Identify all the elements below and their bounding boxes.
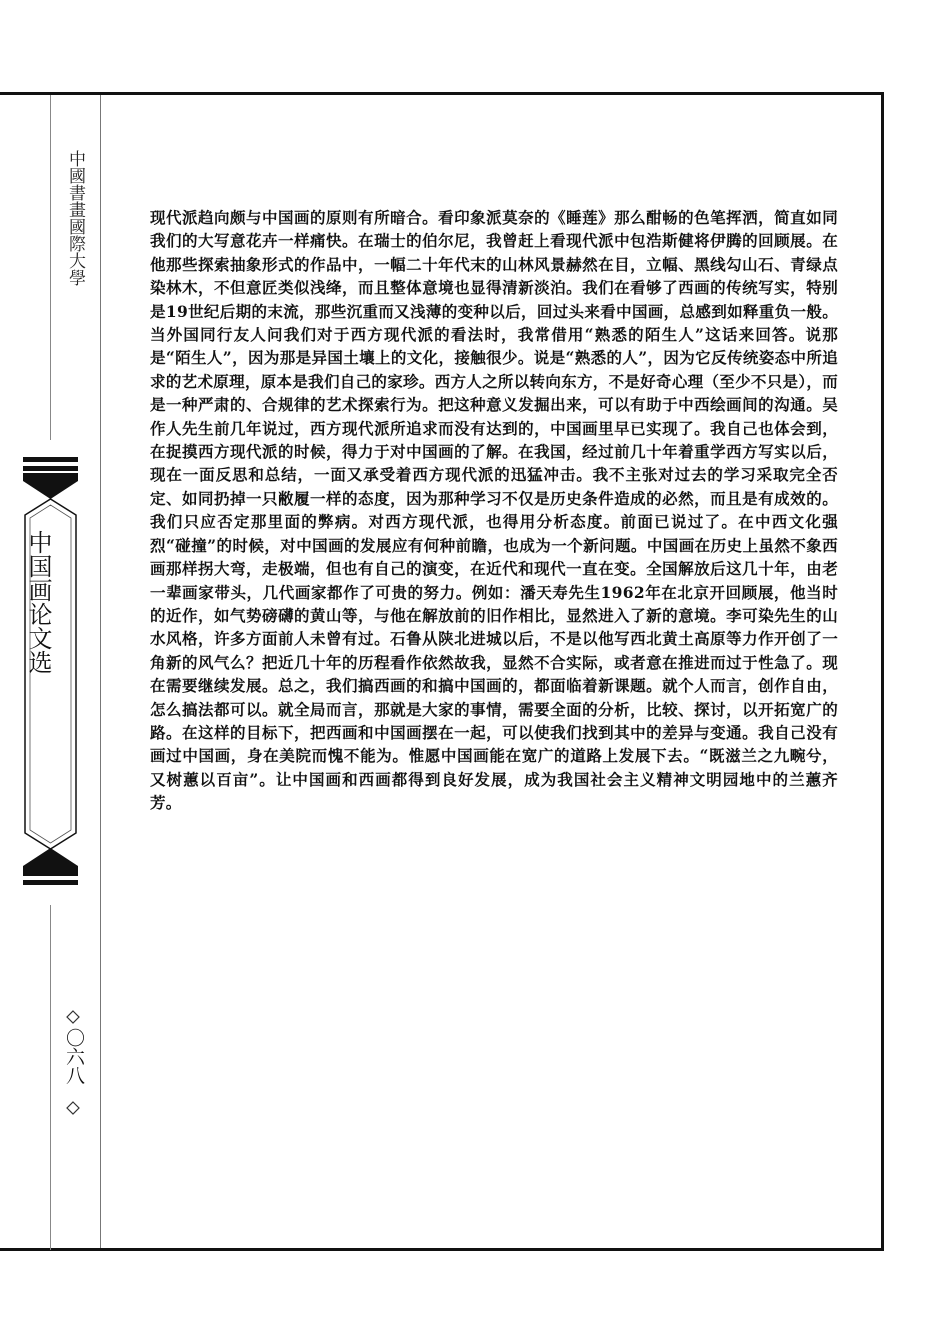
- ornament-cap-top: [23, 473, 78, 499]
- frame-bottom-border: [0, 1248, 884, 1251]
- ornament-bar: [23, 457, 78, 462]
- sidebar-rail-top: [50, 95, 51, 440]
- frame-right-border: [881, 92, 884, 1251]
- page-number: 〇六八: [63, 1028, 85, 1085]
- ornament-bar: [23, 880, 78, 885]
- sidebar-rail-bottom: [50, 905, 51, 1250]
- diamond-icon: [66, 1101, 80, 1115]
- book-title: 中国画论文选: [24, 530, 52, 674]
- frame-top-border: [0, 92, 884, 95]
- sidebar-divider: [100, 95, 101, 1248]
- ornament-bar: [23, 871, 78, 876]
- body-paragraph: 现代派趋向颇与中国画的原则有所暗合。看印象派莫奈的《睡莲》那么酣畅的色笔挥洒，简直如同我们的大写意花卉一样痛快。在瑞士的伯尔尼，我曾赶上看现代派中包浩斯健将伊腾的回顾展。在他那些探索抽象形式的作品中，一幅二十年代末的山林风景赫然在目，立幅、黑线勾山石、青绿点染林木，不但意匠类似浅绛，而且整体意境也显得清新淡泊。我们在看够了西画的传统写实，特别是19世纪后期的末流，那些沉重而又浅薄的变种以后，回过头来看中国画，总感到如释重负一般。当外国同行友人问我们对于西方现代派的看法时，我常借用“熟悉的陌生人”这话来回答。说那是“陌生人”，因为那是异国土壤上的文化，接触很少。说是“熟悉的人”，因为它反传统姿态中所追求的艺术原理，原本是我们自己的家珍。西方人之所以转向东方，不是好奇心理（至少不只是），而是一种严肃的、合规律的艺术探索行为。把这种意义发掘出来，可以有助于中西绘画间的沟通。吴作人先生前几年说过，西方现代派所追求而没有达到的，中国画里早已实现了。我自己也体会到，在捉摸西方现代派的时候，得力于对中国画的了解。在我国，经过前几十年着重学西方写实以后，现在一面反思和总结，一面又承受着西方现代派的迅猛冲击。我不主张对过去的学习采取完全否定、如同扔掉一只敝履一样的态度，因为那种学习不仅是历史条件造成的必然，而且是有成效的。我们只应否定那里面的弊病。对西方现代派，也得用分析态度。前面已说过了。在中西文化强烈“碰撞”的时候，对中国画的发展应有何种前瞻，也成为一个新问题。中国画在历史上虽然不象西画那样拐大弯，走极端，但也有自己的演变，在近代和现代一直在变。全国解放后这几十年，由老一辈画家带头，几代画家都作了可贵的努力。例如：潘天寿先生1962年在北京开回顾展，他当时的近作，如气势磅礴的黄山等，与他在解放前的旧作相比，显然进入了新的意境。李可染先生的山水风格，许多方面前人未曾有过。石鲁从陕北进城以后，不是以他写西北黄土高原等力作开创了一角新的风气么？把近几十年的历程看作依然故我，显然不合实际，或者意在推进而过于性急了。现在需要继续发展。总之，我们搞西画的和搞中国画的，都面临着新课题。就个人而言，创作自由，怎么搞法都可以。就全局而言，那就是大家的事情，需要全面的分析，比较、探讨，以开拓宽广的路。在这样的目标下，把西画和中国画摆在一起，可以使我们找到其中的差异与变通。我自己没有画过中国画，身在美院而愧不能为。惟愿中国画能在宽广的道路上发展下去。“既滋兰之九畹兮，又树蕙以百亩”。让中国画和西画都得到良好发展，成为我国社会主义精神文明园地中的兰蕙齐芳。: [150, 208, 838, 813]
- diamond-icon: [66, 1010, 80, 1024]
- university-name: 中國書畫國際大學: [65, 150, 85, 286]
- ornament-bar: [23, 466, 78, 471]
